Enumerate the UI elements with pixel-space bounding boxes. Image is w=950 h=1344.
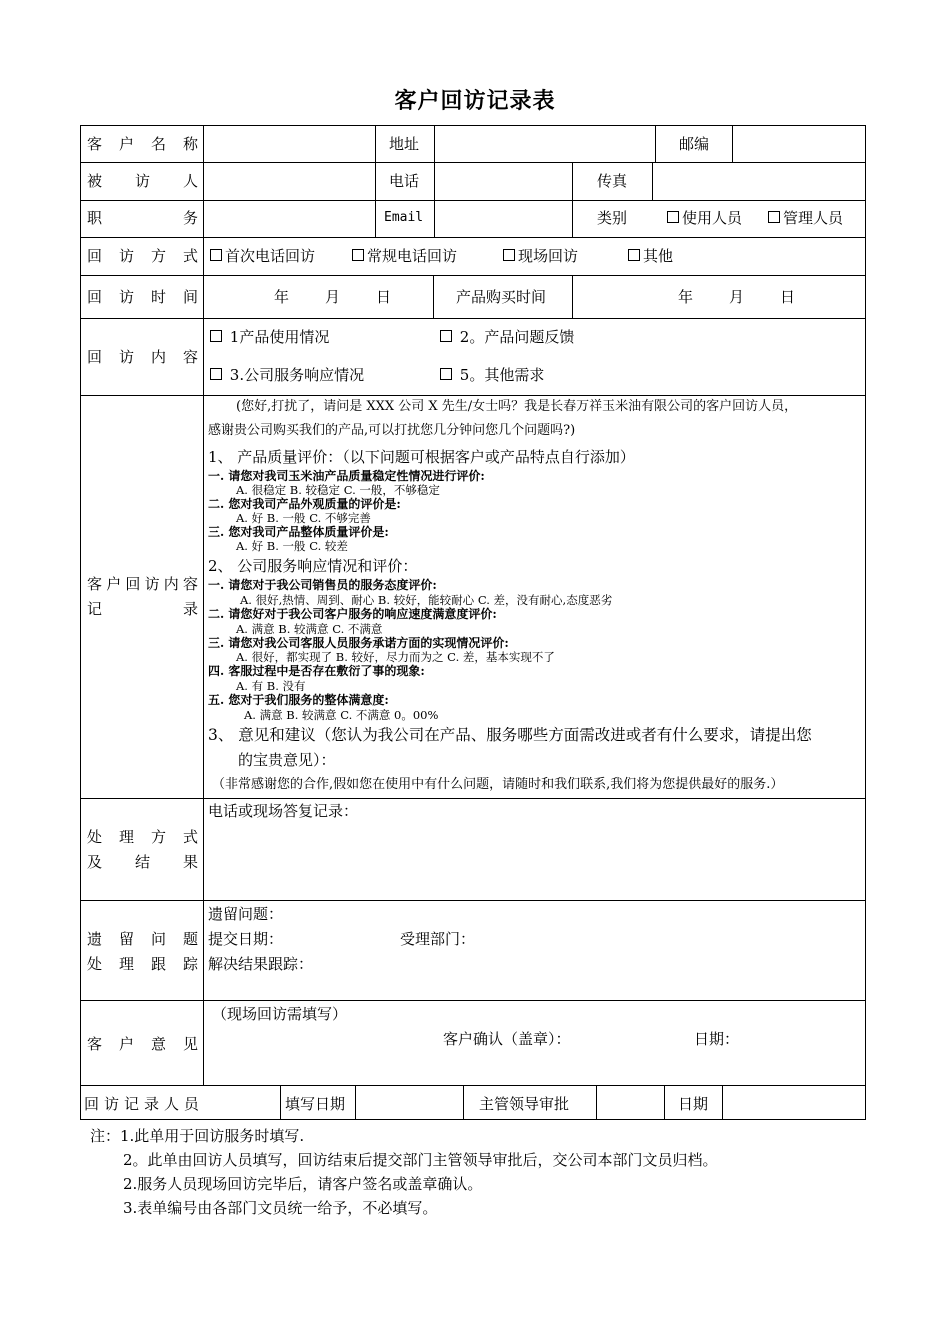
onsite-note: （现场回访需填写）: [212, 1005, 348, 1023]
row-divider: [80, 275, 866, 276]
note-3: 2.服务人员现场回访完毕后，请客户签名或盖章确认。: [123, 1175, 483, 1193]
checkbox-icon: [768, 211, 780, 223]
checkbox-icon: [440, 368, 452, 380]
fill-date-field[interactable]: [358, 1088, 460, 1117]
row-divider: [80, 1085, 866, 1086]
purchase-date-field[interactable]: 年 月 日: [678, 288, 796, 306]
label-position: 职 务: [87, 209, 198, 227]
position-field[interactable]: [206, 203, 372, 235]
row-divider: [80, 1000, 866, 1001]
method-option-onsite[interactable]: 现场回访: [503, 247, 578, 265]
label-handling: 处 理 方 式: [87, 828, 198, 846]
result-tracking-label: 解决结果跟踪：: [208, 955, 314, 973]
checkbox-icon: [210, 249, 222, 261]
opinion-date-label: 日期：: [694, 1030, 740, 1048]
email-field[interactable]: [437, 203, 569, 235]
col-divider: [463, 1085, 464, 1120]
note-2: 2。此单由回访人员填写，回访结束后提交部门主管领导审批后，交公司本部门文员归档。: [123, 1151, 718, 1169]
row-divider: [80, 318, 866, 319]
col-divider: [433, 275, 434, 318]
record-question: 一. 请您对于我公司销售员的服务态度评价:: [208, 578, 437, 592]
record-question: 三. 请您对我公司客服人员服务承诺方面的实现情况评价:: [208, 636, 509, 650]
postcode-field[interactable]: [735, 128, 863, 160]
handling-record-label: 电话或现场答复记录：: [208, 802, 359, 820]
method-option-other[interactable]: 其他: [628, 247, 673, 265]
label-purchase-time: 产品购买时间: [456, 288, 547, 306]
label-date: 日期: [678, 1095, 709, 1113]
col-divider: [596, 1085, 597, 1120]
record-section-3-cont: 的宝贵意见）：: [238, 751, 336, 769]
checkbox-icon: [440, 330, 452, 342]
record-answer: A. 满意 B. 较满意 C. 不满意 0。00%: [244, 708, 439, 722]
checkbox-icon: [352, 249, 364, 261]
label-record-2: 记 录: [87, 600, 198, 618]
col-divider: [203, 125, 204, 1085]
col-divider: [355, 1085, 356, 1120]
record-thanks: （非常感谢您的合作,假如您在使用中有什么问题，请随时和我们联系,我们将为您提供最好的服务.）: [212, 777, 784, 792]
label-visit-content: 回 访 内 容: [87, 348, 198, 366]
label-postcode: 邮编: [679, 135, 710, 153]
content-option-service[interactable]: 3.公司服务响应情况: [210, 366, 364, 384]
row-divider: [80, 200, 866, 201]
record-answer: A. 好 B. 一般 C. 较差: [236, 539, 348, 553]
record-question: 三. 您对我司产品整体质量评价是:: [208, 525, 389, 539]
record-intro-2: 感谢贵公司购买我们的产品,可以打扰您几分钟问您几个问题吗?): [208, 423, 576, 438]
pending-issue-label: 遗留问题：: [208, 905, 284, 923]
content-option-usage[interactable]: 1产品使用情况: [210, 328, 329, 346]
record-section-3: 3、 意见和建议（您认为我公司在产品、服务哪些方面需改进或者有什么要求，请提出您: [208, 726, 812, 744]
note-1: 注：1.此单用于回访服务时填写.: [90, 1127, 305, 1145]
customer-confirm-label: 客户确认（盖章）：: [443, 1030, 571, 1048]
note-4: 3.表单编号由各部门文员统一给予，不必填写。: [123, 1199, 438, 1217]
row-divider: [80, 798, 866, 799]
label-category: 类别: [597, 209, 628, 227]
approval-date-field[interactable]: [725, 1088, 863, 1117]
label-interviewee: 被 访 人: [87, 172, 198, 190]
customer-name-field[interactable]: [206, 128, 372, 160]
record-answer: A. 满意 B. 较满意 C. 不满意: [236, 622, 383, 636]
record-question: 一. 请您对我司玉米油产品质量稳定性情况进行评价:: [208, 469, 485, 483]
record-intro-1: (您好,打扰了，请问是 XXX 公司 X 先生/女士吗？我是长春万祥玉米油有限公司的客户回访人员，: [236, 399, 798, 414]
category-option-manager[interactable]: 管理人员: [768, 209, 843, 227]
record-question: 二. 您对我司产品外观质量的评价是:: [208, 497, 401, 511]
row-divider: [80, 162, 866, 163]
checkbox-icon: [503, 249, 515, 261]
content-option-feedback[interactable]: 2。产品问题反馈: [440, 328, 574, 346]
label-fill-date: 填写日期: [285, 1095, 346, 1113]
record-question: 五. 您对于我们服务的整体满意度:: [208, 693, 389, 707]
row-divider: [80, 900, 866, 901]
method-option-first-call[interactable]: 首次电话回访: [210, 247, 315, 265]
label-approval: 主管领导审批: [479, 1095, 570, 1113]
checkbox-icon: [667, 211, 679, 223]
label-customer-name: 客 户 名 称: [87, 135, 198, 153]
col-divider: [664, 1085, 665, 1120]
label-record: 客 户 回 访 内 容: [87, 575, 198, 593]
col-divider: [572, 162, 573, 237]
label-phone: 电话: [389, 172, 420, 190]
checkbox-icon: [210, 368, 222, 380]
col-divider: [572, 275, 573, 318]
record-answer: A. 好 B. 一般 C. 不够完善: [236, 511, 371, 525]
record-section-2: 2、 公司服务响应情况和评价：: [208, 557, 418, 575]
row-divider: [80, 237, 866, 238]
col-divider: [732, 125, 733, 162]
interviewee-field[interactable]: [206, 165, 372, 197]
checkbox-icon: [628, 249, 640, 261]
approval-field[interactable]: [599, 1088, 661, 1117]
row-divider: [80, 395, 866, 396]
label-visit-method: 回 访 方 式: [87, 247, 198, 265]
submit-date-label: 提交日期：: [208, 930, 284, 948]
label-email: Email: [384, 210, 424, 225]
fax-field[interactable]: [655, 165, 863, 197]
label-visit-time: 回 访 时 间: [87, 288, 198, 306]
handling-record-field[interactable]: [206, 822, 863, 896]
col-divider: [655, 125, 656, 162]
visit-date-field[interactable]: 年 月 日: [274, 288, 392, 306]
record-question: 二. 请您好对于我公司客户服务的响应速度满意度评价:: [208, 607, 497, 621]
record-answer: A. 有 B. 没有: [236, 679, 306, 693]
col-divider: [652, 162, 653, 200]
phone-field[interactable]: [437, 165, 569, 197]
label-pending-2: 处 理 跟 踪: [87, 955, 198, 973]
col-divider: [280, 1085, 281, 1120]
record-answer: A. 很好，都实现了 B. 较好，尽力而为之 C. 差，基本实现不了: [236, 650, 555, 664]
checkbox-icon: [210, 330, 222, 342]
method-option-regular-call[interactable]: 常规电话回访: [352, 247, 457, 265]
col-divider: [375, 125, 376, 237]
label-recorder: 回 访 记 录 人 员: [84, 1095, 199, 1113]
col-divider: [722, 1085, 723, 1120]
record-answer: A. 很好,热情、周到、耐心 B. 较好，能较耐心 C. 差，没有耐心,态度恶劣: [240, 593, 613, 607]
record-section-1: 1、 产品质量评价：（以下问题可根据客户或产品特点自行添加）: [208, 448, 635, 466]
label-fax: 传真: [597, 172, 628, 190]
label-handling-2: 及 结 果: [87, 853, 198, 871]
form-title: 客户回访记录表: [394, 88, 556, 114]
record-question: 四. 客服过程中是否存在敷衍了事的现象:: [208, 664, 425, 678]
dept-label: 受理部门：: [400, 930, 476, 948]
address-field[interactable]: [437, 128, 652, 160]
recorder-field[interactable]: [206, 1088, 277, 1117]
label-address: 地址: [389, 135, 420, 153]
record-answer: A. 很稳定 B. 较稳定 C. 一般，不够稳定: [236, 483, 440, 497]
category-option-user[interactable]: 使用人员: [667, 209, 742, 227]
label-opinion: 客 户 意 见: [87, 1035, 198, 1053]
label-pending: 遗 留 问 题: [87, 930, 198, 948]
content-option-other[interactable]: 5。其他需求: [440, 366, 544, 384]
col-divider: [434, 125, 435, 237]
